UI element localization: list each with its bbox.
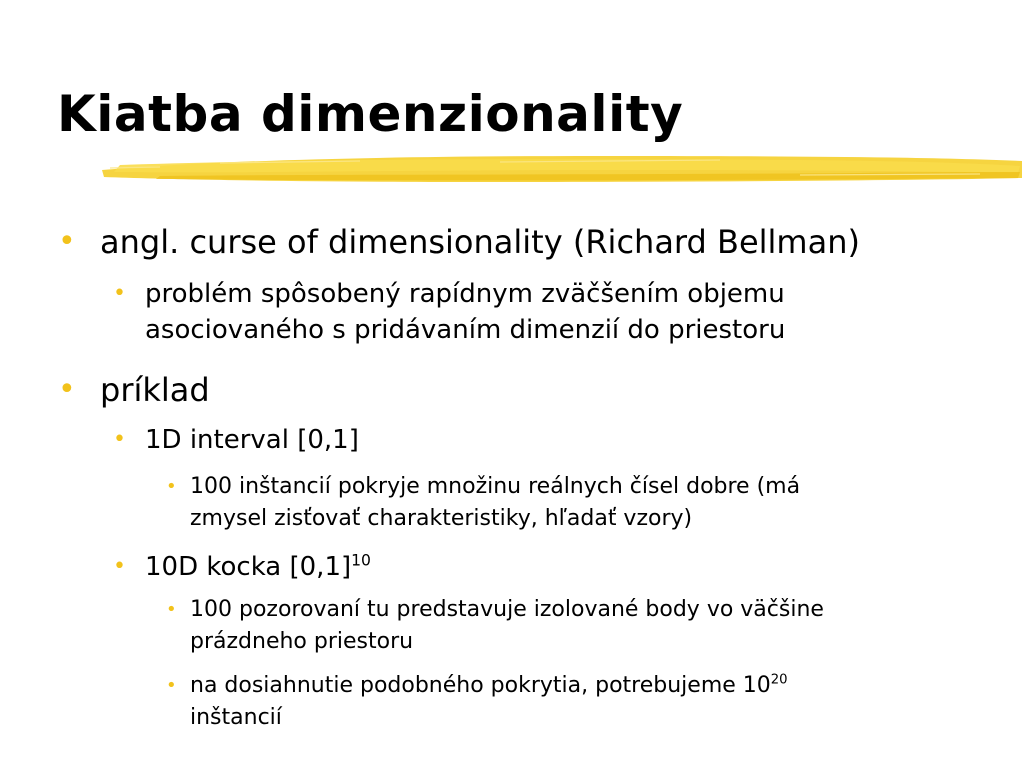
bullet-icon: • [113,554,126,579]
item-text-line-1: problém spôsobený rapídnym zväčšením objemu [145,279,785,309]
item-text-line-1: 100 inštancií pokryje množinu reálnych čísel dobre (má [190,474,801,499]
bullet-icon: • [166,599,177,620]
bullet-item-curse-of-dimensionality [58,221,860,263]
bullet-icon: • [166,675,177,696]
title-highlight-stroke [100,148,1024,188]
bullet-icon: • [113,281,126,306]
item-text-line-1: 100 pozorovaní tu predstavuje izolované body vo väčšine [190,597,824,622]
bullet-icon: • [58,372,76,407]
item-text: angl. curse of dimensionality (Richard Bellman) [100,223,860,261]
slide-title: Kiatba dimenzionality [57,85,684,143]
bullet-item-10d-isolated-points [166,594,824,658]
bullet-icon: • [58,224,76,259]
item-text: 1D interval [0,1] [145,425,359,455]
bullet-item-problem-definition [113,276,785,348]
item-text-line-2: prázdneho priestoru [190,629,414,654]
item-text-line-1 [166,670,788,702]
item-text-line-2: zmysel zisťovať charakteristiky, hľadať vzory) [190,506,693,531]
bullet-item-1d-interval [113,422,359,458]
bullet-item-example [58,369,210,411]
exponent: 10 [351,551,371,570]
bullet-icon: • [113,427,126,452]
bullet-item-1d-coverage [166,471,800,535]
item-text-main: na dosiahnutie podobného pokrytia, potrebujeme 10 [190,673,771,698]
exponent: 20 [770,672,788,688]
item-text: príklad [100,371,210,409]
bullet-item-10d-cube [113,549,371,585]
item-text-line-2: asociovaného s pridávaním dimenzií do priestoru [145,315,786,345]
bullet-item-10d-required-instances [166,670,788,734]
item-text-line-2: inštancií [190,705,282,730]
item-text [113,549,371,585]
bullet-icon: • [166,476,177,497]
item-text-main: 10D kocka [0,1] [145,552,352,582]
